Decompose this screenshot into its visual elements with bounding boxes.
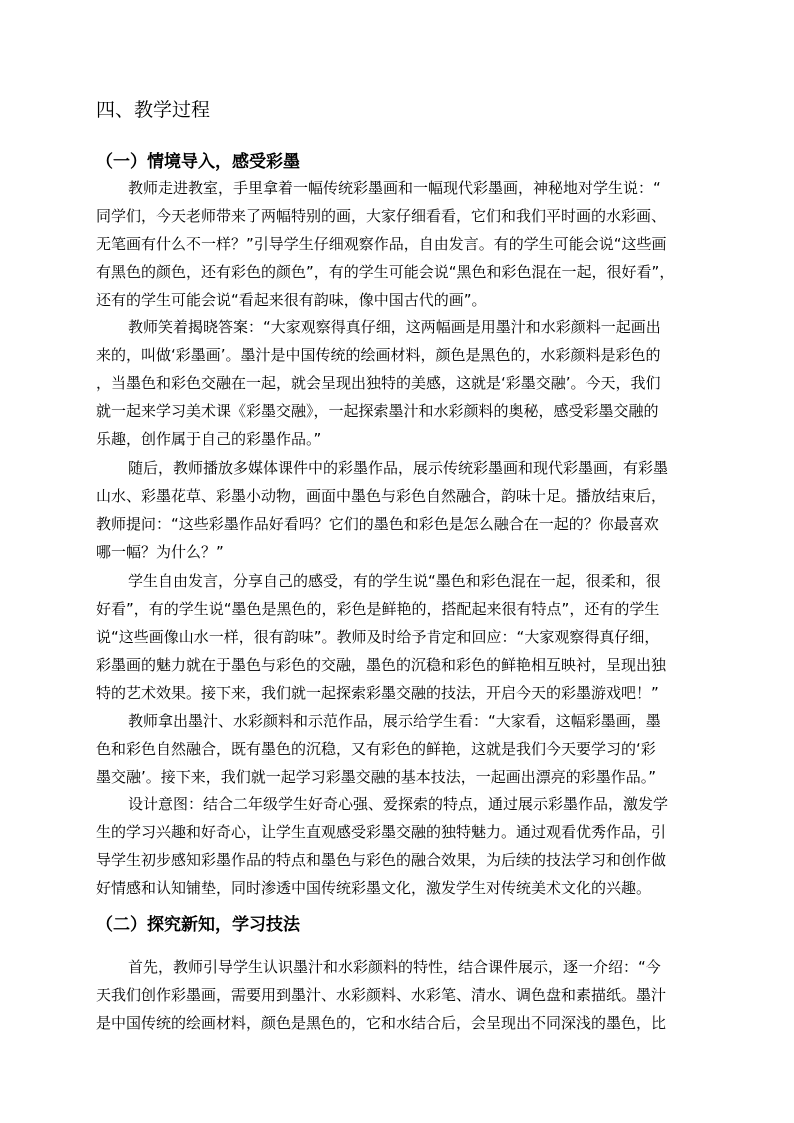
text-line: 同学们，今天老师带来了两幅特别的画，大家仔细看看，它们和我们平时画的水彩画、 <box>96 207 667 225</box>
text-line: 教师走进教室，手里拿着一幅传统彩墨画和一幅现代彩墨画，神秘地对学生说：“ <box>128 179 661 197</box>
text-line: 还有的学生可能会说“看起来很有韵味，像中国古代的画”。 <box>96 291 487 309</box>
subsection-title-2: （二）探究新知，学习技法 <box>96 915 300 935</box>
text-line: 好情感和认知铺垫，同时渗透中国传统彩墨文化，激发学生对传统美术文化的兴趣。 <box>96 879 652 897</box>
text-line: 学生自由发言，分享自己的感受，有的学生说“墨色和彩色混在一起，很柔和，很 <box>128 572 661 590</box>
text-line: 有黑色的颜色，还有彩色的颜色”，有的学生可能会说“黑色和彩色混在一起，很好看”， <box>96 263 675 281</box>
text-line: 说“这些画像山水一样，很有韵味”。教师及时给予肯定和回应：“大家观察得真仔细， <box>96 628 660 646</box>
text-line: 设计意图：结合二年级学生好奇心强、爱探索的特点，通过展示彩墨作品，激发学 <box>128 795 669 813</box>
text-line: 是中国传统的绘画材料，颜色是黑色的，它和水结合后，会呈现出不同深浅的墨色，比 <box>96 1014 667 1032</box>
text-line: 随后，教师播放多媒体课件中的彩墨作品，展示传统彩墨画和现代彩墨画，有彩墨 <box>128 459 669 477</box>
text-line: 哪一幅？为什么？” <box>96 543 224 561</box>
text-line: 生的学习兴趣和好奇心，让学生直观感受彩墨交融的独特魅力。通过观看优秀作品，引 <box>96 823 667 841</box>
text-line: 好看”，有的学生说“墨色是黑色的，彩色是鲜艳的，搭配起来很有特点”，还有的学生 <box>96 600 660 618</box>
paragraph-intro-4 <box>96 567 704 707</box>
text-line: 教师笑着揭晓答案：“大家观察得真仔细，这两幅画是用墨汁和水彩颜料一起画出 <box>128 318 661 336</box>
section-title: 四、教学过程 <box>96 99 211 121</box>
text-line: 教师提问：“这些彩墨作品好看吗？它们的墨色和彩色是怎么融合在一起的？你最喜欢 <box>96 515 659 533</box>
paragraph-explore-1 <box>96 953 704 1037</box>
paragraph-intro-5 <box>96 707 704 791</box>
text-line: 来的，叫做‘彩墨画’。墨汁是中国传统的绘画材料，颜色是黑色的，水彩颜料是彩色的 <box>96 346 661 364</box>
text-line: 乐趣，创作属于自己的彩墨作品。” <box>96 430 322 448</box>
text-line: 墨交融’。接下来，我们就一起学习彩墨交融的基本技法，一起画出漂亮的彩墨作品。” <box>96 768 657 786</box>
paragraph-intro-2 <box>96 313 704 453</box>
subsection-title-1: （一）情境导入，感受彩墨 <box>96 152 300 172</box>
text-line: 首先，教师引导学生认识墨汁和水彩颜料的特性，结合课件展示，逐一介绍：“今 <box>128 958 661 976</box>
text-line: 导学生初步感知彩墨作品的特点和墨色与彩色的融合效果，为后续的技法学习和创作做 <box>96 851 667 869</box>
text-line: 无笔画有什么不一样？”引导学生仔细观察作品，自由发言。有的学生可能会说“这些画 <box>96 235 667 253</box>
paragraph-intro-3 <box>96 454 704 566</box>
paragraph-design-intent <box>96 790 704 902</box>
text-line: 天我们创作彩墨画，需要用到墨汁、水彩颜料、水彩笔、清水、调色盘和素描纸。墨汁 <box>96 986 667 1004</box>
text-line: ，当墨色和彩色交融在一起，就会呈现出独特的美感，这就是‘彩墨交融’。今天，我们 <box>96 374 661 392</box>
text-line: 教师拿出墨汁、水彩颜料和示范作品，展示给学生看：“大家看，这幅彩墨画，墨 <box>128 712 661 730</box>
text-line: 彩墨画的魅力就在于墨色与彩色的交融，墨色的沉稳和彩色的鲜艳相互映衬，呈现出独 <box>96 656 667 674</box>
text-line: 山水、彩墨花草、彩墨小动物，画面中墨色与彩色自然融合，韵味十足。播放结束后， <box>96 487 667 505</box>
paragraph-intro-1 <box>96 174 706 314</box>
text-line: 色和彩色自然融合，既有墨色的沉稳，又有彩色的鲜艳，这就是我们今天要学习的‘彩 <box>96 740 656 758</box>
text-line: 就一起来学习美术课《彩墨交融》，一起探索墨汁和水彩颜料的奥秘，感受彩墨交融的 <box>96 402 659 420</box>
text-line: 特的艺术效果。接下来，我们就一起探索彩墨交融的技法，开启今天的彩墨游戏吧！” <box>96 684 659 702</box>
